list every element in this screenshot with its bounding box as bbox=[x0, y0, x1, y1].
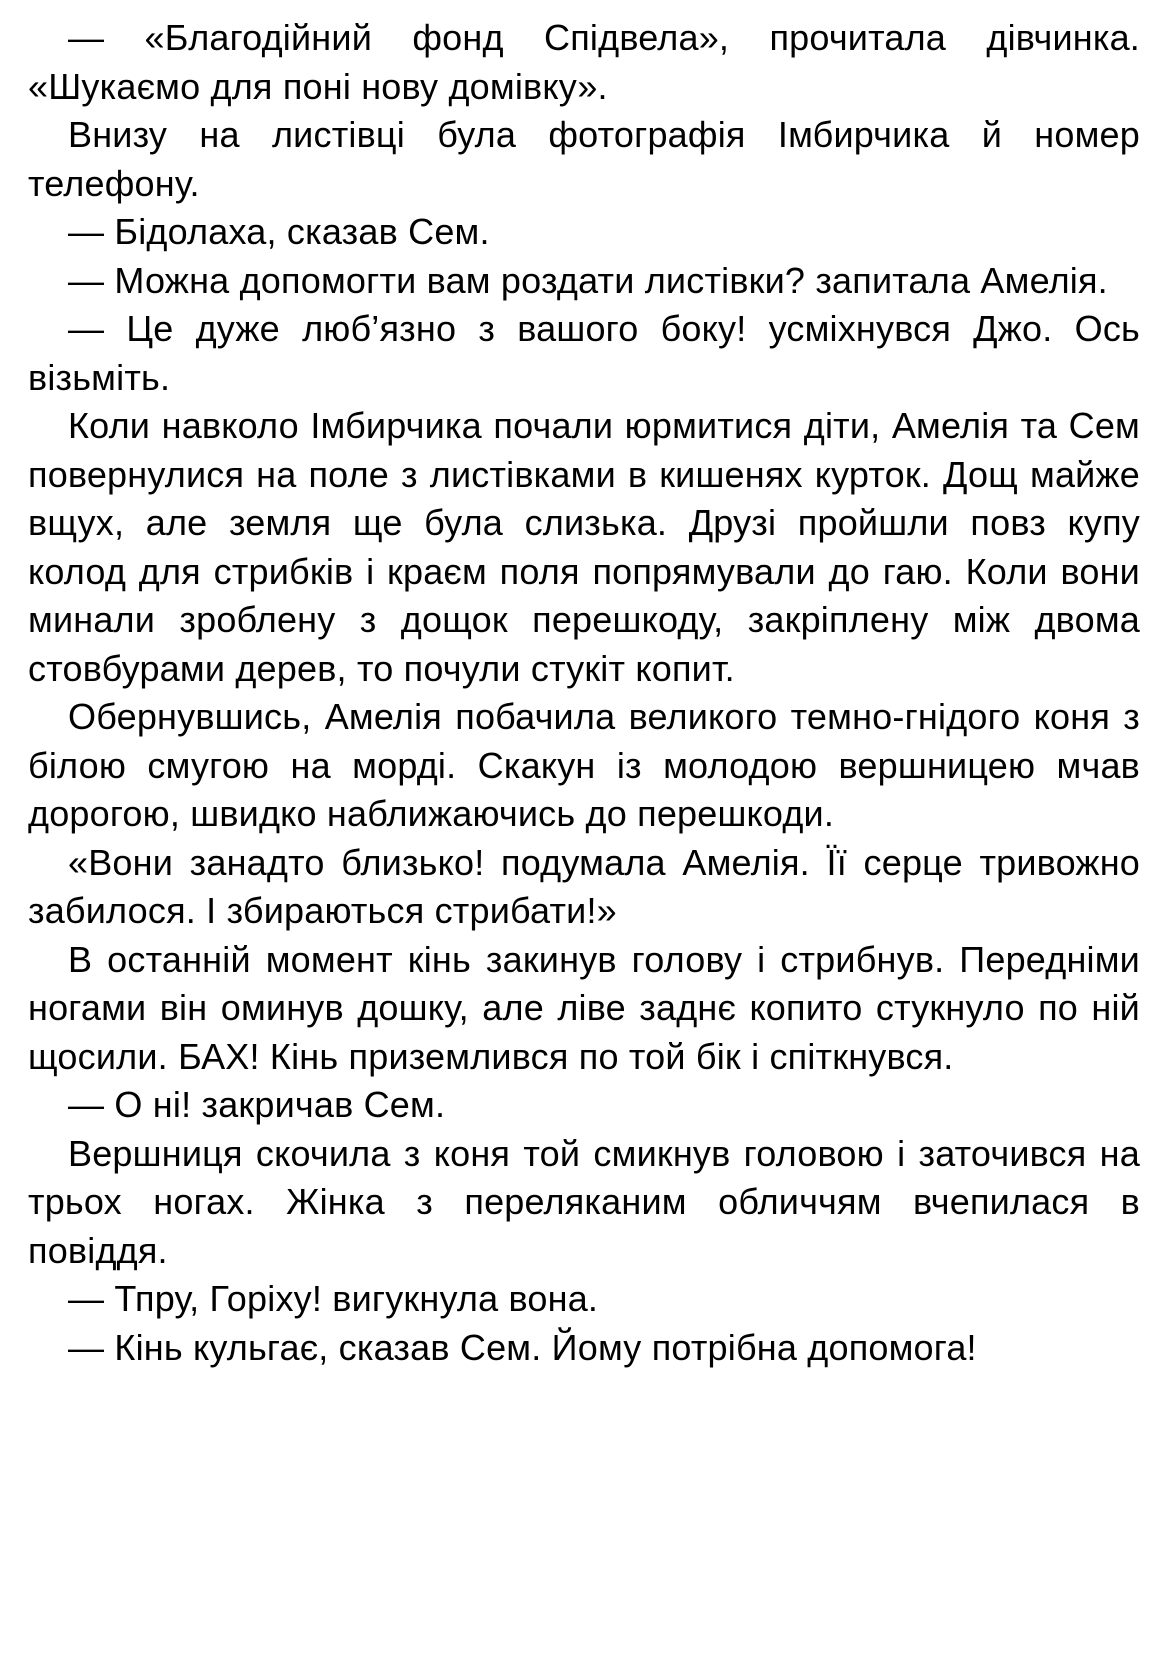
paragraph: Обернувшись, Амелія побачила великого темно-гнідого коня з білою смугою на морді. Скакун із молодою вершницею мчав дорогою, швидко наближаючись до перешкоди. bbox=[28, 696, 1140, 834]
paragraph: — Можна допомогти вам роздати листівки? запитала Амелія. bbox=[68, 259, 1108, 301]
paragraph: — Бідолаха, сказав Сем. bbox=[68, 211, 490, 252]
paragraph: — О ні! закричав Сем. bbox=[68, 1084, 446, 1125]
paragraph: В останній момент кінь закинув голову і стрибнув. Передніми ногами він оминув дошку, але ліве заднє копито стукнуло по ній щосили. БАХ! Кінь приземлився по той бік і спіткнувся. bbox=[28, 938, 1140, 1077]
book-page bbox=[28, 14, 1140, 1372]
paragraph: Вершниця скочила з коня той смикнув головою і заточився на трьох ногах. Жінка з переляканим обличчям вчепилася в повіддя. bbox=[28, 1132, 1140, 1271]
paragraph: — Тпру, Горіху! вигукнула вона. bbox=[68, 1278, 599, 1319]
paragraph: Коли навколо Імбирчика почали юрмитися діти, Амелія та Сем повернулися на поле з листівками в кишенях курток. Дощ майже вщух, але земля ще була слизька. Друзі пройшли повз купу колод для стрибків і краєм поля попрямували до гаю. Коли вони минали зроблену з дощок перешкоду, закріплену між двома стовбурами дерев, то почули стукіт копит. bbox=[28, 405, 1140, 689]
paragraph: — Кінь кульгає, сказав Сем. Йому потрібна допомога! bbox=[68, 1326, 977, 1368]
paragraph: Внизу на листівці була фотографія Імбирчика й номер телефону. bbox=[28, 114, 1140, 204]
paragraph: — «Благодійний фонд Спідвела», прочитала дівчинка. «Шукаємо для поні нову домівку». bbox=[28, 17, 1140, 107]
paragraph: «Вони занадто близько! подумала Амелія. Її серце тривожно забилося. І збираються стрибати!» bbox=[28, 841, 1140, 931]
paragraph: — Це дуже люб’язно з вашого боку! усміхнувся Джо. Ось візьміть. bbox=[28, 308, 1140, 398]
